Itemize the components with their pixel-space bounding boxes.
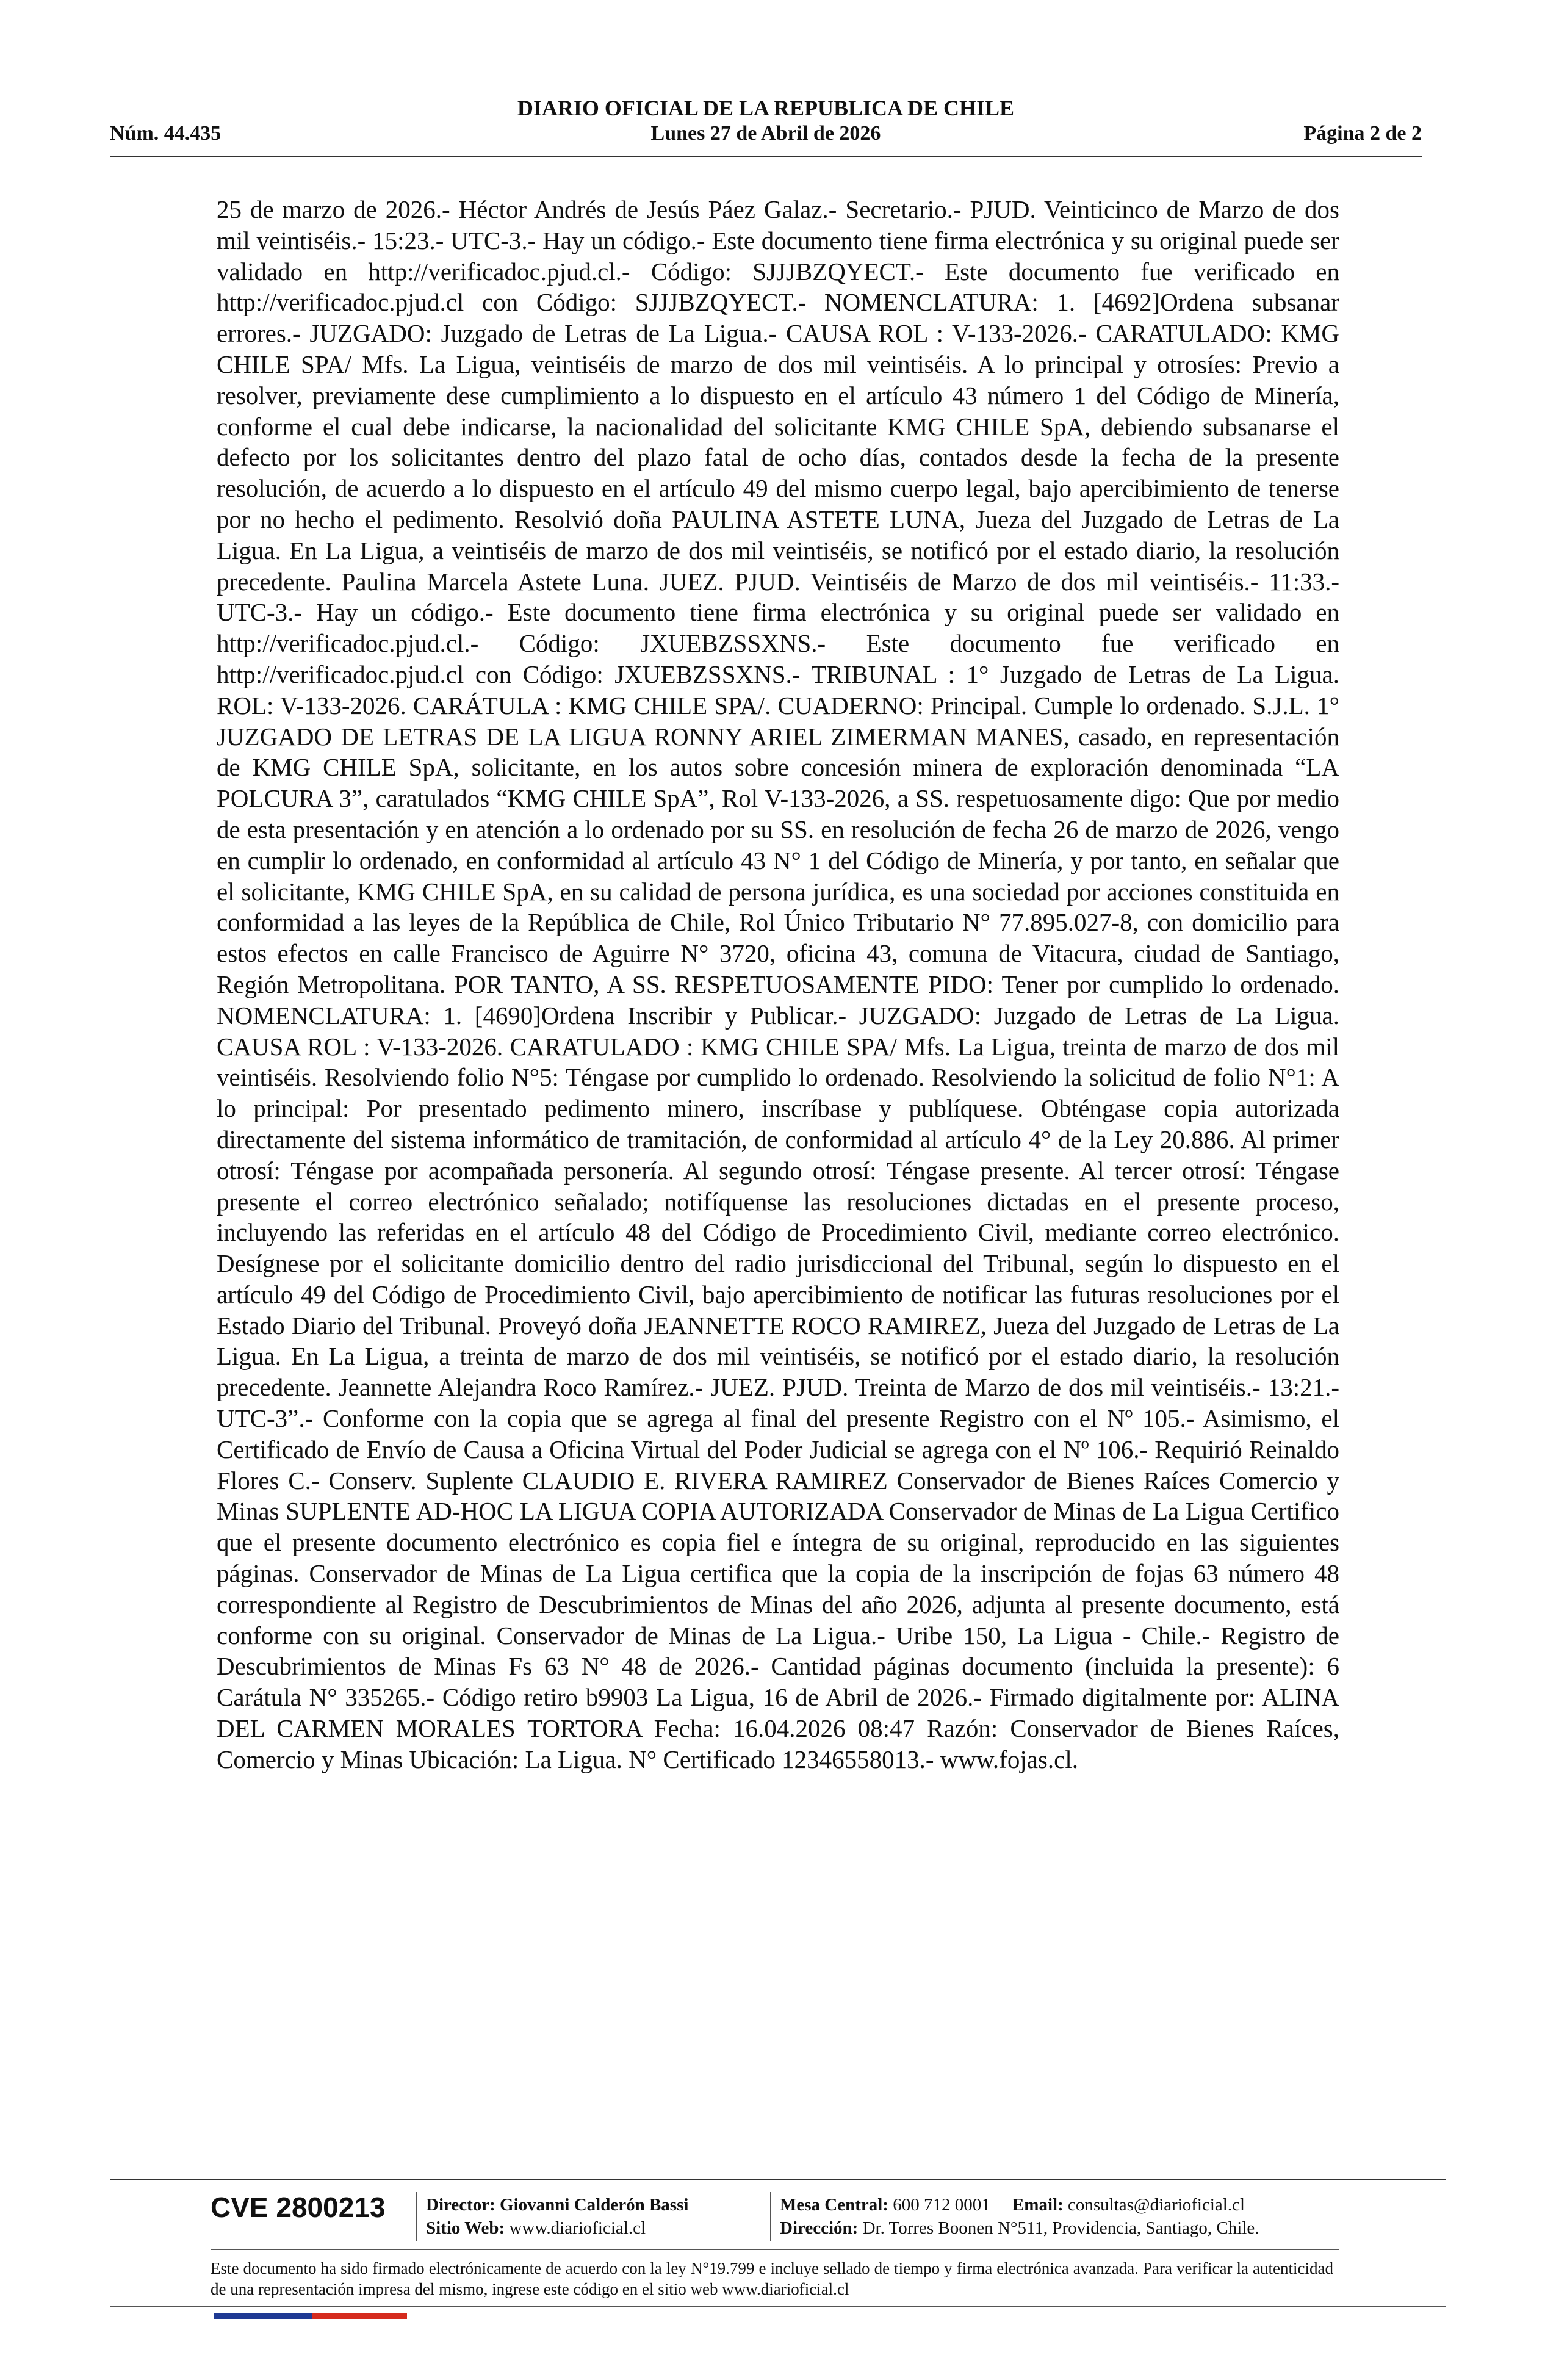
publication-title: DIARIO OFICIAL DE LA REPUBLICA DE CHILE	[517, 96, 1015, 120]
footer-separator	[770, 2192, 771, 2241]
header-divider	[110, 156, 1422, 157]
issue-date: Lunes 27 de Abril de 2026	[650, 122, 881, 145]
footer-divider-top	[110, 2179, 1446, 2180]
site-label: Sitio Web:	[426, 2218, 505, 2238]
contact-line	[780, 2193, 1259, 2216]
footer-director-block	[426, 2193, 688, 2240]
flag-stripe-red	[312, 2313, 407, 2319]
address-value: Dr. Torres Boonen N°511, Providencia, Santiago, Chile.	[862, 2218, 1259, 2238]
flag-stripe-blue	[214, 2313, 312, 2319]
address-label: Dirección:	[780, 2218, 859, 2238]
address-line	[780, 2216, 1259, 2240]
mesa-phone: 600 712 0001	[893, 2195, 990, 2215]
cve-code: CVE 2800213	[211, 2191, 386, 2223]
signature-note: Este documento ha sido firmado electrónicamente de acuerdo con la ley N°19.799 e incluye sellado de tiempo y firma electrónica avanzada. Para verificar la autenticidad de una representación impresa del mismo, ingrese este código en el sitio web www.diarioficial.cl	[211, 2259, 1333, 2298]
director-label: Director:	[426, 2195, 495, 2215]
page-header	[110, 95, 1422, 148]
mesa-label: Mesa Central:	[780, 2195, 888, 2215]
page-indicator: Página 2 de 2	[1303, 122, 1422, 145]
email-link[interactable]: consultas@diarioficial.cl	[1068, 2195, 1245, 2215]
footer-contact-block	[780, 2193, 1259, 2240]
email-label: Email:	[1012, 2195, 1064, 2215]
issue-number: Núm. 44.435	[110, 122, 222, 145]
director-name: Giovanni Calderón Bassi	[500, 2195, 689, 2215]
footer-divider-mid	[211, 2249, 1339, 2250]
footer-divider-bottom	[110, 2306, 1446, 2307]
site-line	[426, 2216, 688, 2240]
director-line	[426, 2193, 688, 2216]
document-body[interactable]: 25 de marzo de 2026.- Héctor Andrés de Jesús Páez Galaz.- Secretario.- PJUD. Veinticinco de Marzo de dos mil veintiséis.- 15:23.- UTC-3.- Hay un código.- Este documento tiene firma electrónica y su original puede ser validado en http://verificadoc.pjud.cl.- Código: SJJJBZQYECT.- Este documento fue verificado en http://verificadoc.pjud.cl con Código: SJJJBZQYECT.- NOMENCLATURA: 1. [4692]Ordena subsanar errores.- JUZGADO: Juzgado de Letras de La Ligua.- CAUSA ROL : V-133-2026.- CARATULADO: KMG CHILE SPA/ Mfs. La Ligua, veintiséis de marzo de dos mil veintiséis. A lo principal y otrosíes: Previo a resolver, previamente dese cumplimiento a lo dispuesto en el artículo 43 número 1 del Código de Minería, conforme el cual debe indicarse, la nacionalidad del solicitante KMG CHILE SpA, debiendo subsanarse el defecto por los solicitantes dentro del plazo fatal de ocho días, contados desde la fecha de la presente resolución, de acuerdo a lo dispuesto en el artículo 49 del mismo cuerpo legal, bajo apercibimiento de tenerse por no hecho el pedimento. Resolvió doña PAULINA ASTETE LUNA, Jueza del Juzgado de Letras de La Ligua. En La Ligua, a veintiséis de marzo de dos mil veintiséis, se notificó por el estado diario, la resolución precedente. Paulina Marcela Astete Luna. JUEZ. PJUD. Veintiséis de Marzo de dos mil veintiséis.- 11:33.- UTC-3.- Hay un código.- Este documento tiene firma electrónica y su original puede ser validado en http://verificadoc.pjud.cl.- Código: JXUEBZSSXNS.- Este documento fue verificado en http://verificadoc.pjud.cl con Código: JXUEBZSSXNS.- TRIBUNAL : 1° Juzgado de Letras de La Ligua. ROL: V-133-2026. CARÁTULA : KMG CHILE SPA/. CUADERNO: Principal. Cumple lo ordenado. S.J.L. 1° JUZGADO DE LETRAS DE LA LIGUA RONNY ARIEL ZIMERMAN MANES, casado, en representación de KMG CHILE SpA, solicitante, en los autos sobre concesión minera de exploración denominada “LA POLCURA 3”, caratulados “KMG CHILE SpA”, Rol V-133-2026, a SS. respetuosamente digo: Que por medio de esta presentación y en atención a lo ordenado por su SS. en resolución de fecha 26 de marzo de 2026, vengo en cumplir lo ordenado, en conformidad al artículo 43 N° 1 del Código de Minería, y por tanto, en señalar que el solicitante, KMG CHILE SpA, en su calidad de persona jurídica, es una sociedad por acciones constituida en conformidad a las leyes de la República de Chile, Rol Único Tributario N° 77.895.027-8, con domicilio para estos efectos en calle Francisco de Aguirre N° 3720, oficina 43, comuna de Vitacura, ciudad de Santiago, Región Metropolitana. POR TANTO, A SS. RESPETUOSAMENTE PIDO: Tener por cumplido lo ordenado. NOMENCLATURA: 1. [4690]Ordena Inscribir y Publicar.- JUZGADO: Juzgado de Letras de La Ligua. CAUSA ROL : V-133-2026. CARATULADO : KMG CHILE SPA/ Mfs. La Ligua, treinta de marzo de dos mil veintiséis. Resolviendo folio N°5: Téngase por cumplido lo ordenado. Resolviendo la solicitud de folio N°1: A lo principal: Por presentado pedimento minero, inscríbase y publíquese. Obténgase copia autorizada directamente del sistema informático de tramitación, de conformidad al artículo 4° de la Ley 20.886. Al primer otrosí: Téngase por acompañada personería. Al segundo otrosí: Téngase presente. Al tercer otrosí: Téngase presente el correo electrónico señalado; notifíquense las resoluciones dictadas en el presente proceso, incluyendo las referidas en el artículo 48 del Código de Procedimiento Civil, mediante correo electrónico. Desígnese por el solicitante domicilio dentro del radio jurisdiccional del Tribunal, según lo dispuesto en el artículo 49 del Código de Procedimiento Civil, bajo apercibimiento de notificar las futuras resoluciones por el Estado Diario del Tribunal. Proveyó doña JEANNETTE ROCO RAMIREZ, Jueza del Juzgado de Letras de La Ligua. En La Ligua, a treinta de marzo de dos mil veintiséis, se notificó por el estado diario, la resolución precedente. Jeannette Alejandra Roco Ramírez.- JUEZ. PJUD. Treinta de Marzo de dos mil veintiséis.- 13:21.- UTC-3”.- Conforme con la copia que se agrega al final del presente Registro con el Nº 105.- Asimismo, el Certificado de Envío de Causa a Oficina Virtual del Poder Judicial se agrega con el Nº 106.- Requirió Reinaldo Flores C.- Conserv. Suplente CLAUDIO E. RIVERA RAMIREZ Conservador de Bienes Raíces Comercio y Minas SUPLENTE AD-HOC LA LIGUA COPIA AUTORIZADA Conservador de Minas de La Ligua Certifico que el presente documento electrónico es copia fiel e íntegra de su original, reproducido en las siguientes páginas. Conservador de Minas de La Ligua certifica que la copia de la inscripción de fojas 63 número 48 correspondiente al Registro de Descubrimientos de Minas del año 2026, adjunta al presente documento, está conforme con su original. Conservador de Minas de La Ligua.- Uribe 150, La Ligua - Chile.- Registro de Descubrimientos de Minas Fs 63 N° 48 de 2026.- Cantidad páginas documento (incluida la presente): 6 Carátula N° 335265.- Código retiro b9903 La Ligua, 16 de Abril de 2026.- Firmado digitalmente por: ALINA DEL CARMEN MORALES TORTORA Fecha: 16.04.2026 08:47 Razón: Conservador de Bienes Raíces, Comercio y Minas Ubicación: La Ligua. N° Certificado 12346558013.- www.fojas.cl.	[217, 195, 1339, 1773]
footer-separator	[416, 2192, 417, 2241]
site-link[interactable]: www.diarioficial.cl	[509, 2218, 646, 2238]
